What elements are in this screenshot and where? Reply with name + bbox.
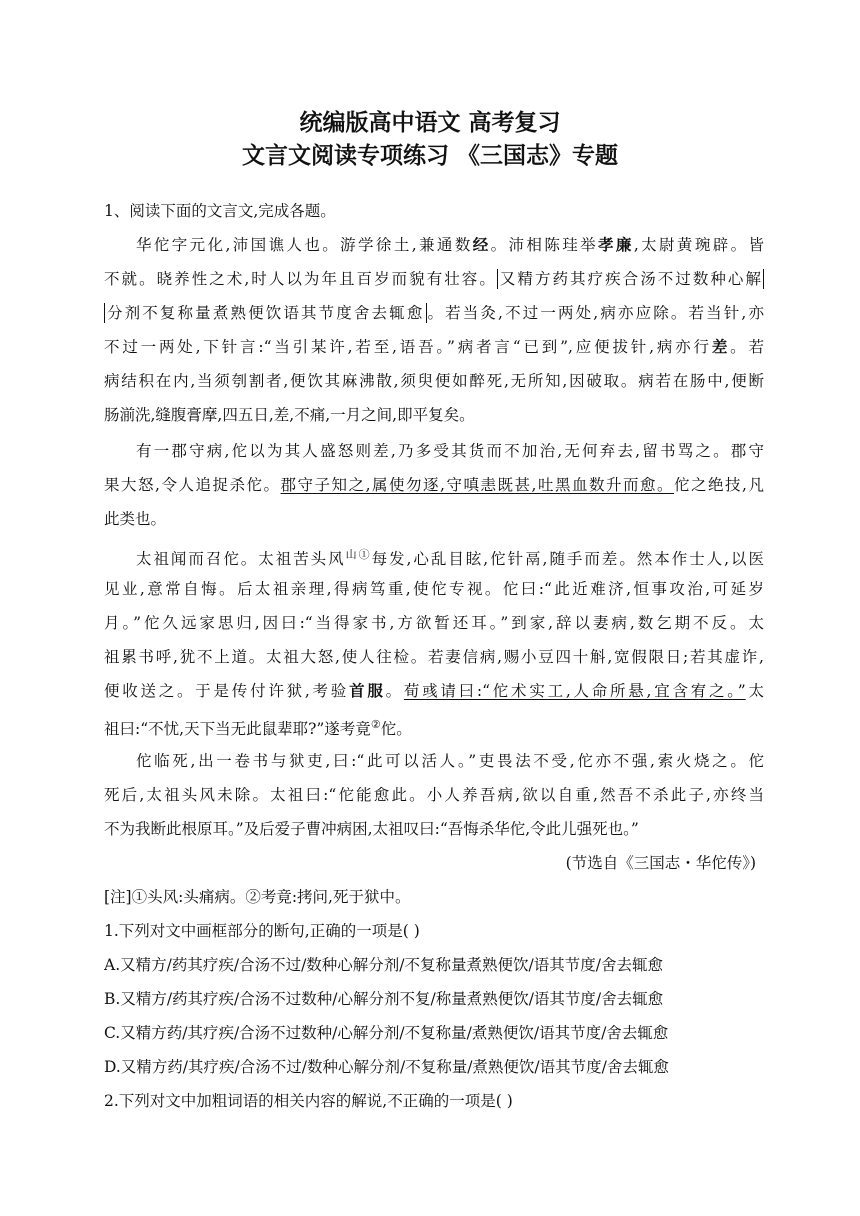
passage-line: 见业,意常自悔。后太祖亲理,得病笃重,使佗专视。佗曰:“此近难济,恒事攻治,可延岁 [104, 580, 764, 598]
document-title-line1: 统编版高中语文 高考复习 [299, 109, 561, 136]
underlined-sentence: 郡守子知之,属使勿逐,守嗔恚既甚,吐黑血数升而愈。 [280, 476, 675, 494]
passage-line: 月。”佗久远家思归,因曰:“当得家书,方欲暂还耳。”到家,辞以妻病,数乞期不反。太 [104, 614, 764, 632]
passage-line: 肠湔洗,缝腹膏摩,四五日,差,不痛,一月之间,即平复矣。 [104, 406, 475, 424]
passage-line: 祖累书呼,犹不上道。太祖大怒,使人往检。若妻信病,赐小豆四十斛,宽假限日;若其虚诈, [104, 648, 764, 666]
passage-line: 太祖闻而召佗。太祖苦头风$^{山①}$每发,心乱目眩,佗针鬲,随手而差。然本作士人,以医 [136, 548, 764, 569]
passage-line: 分剂不复称量煮熟便饮语其节度舍去辄愈 。若当灸,不过一两处,病亦应除。若当针,亦 [104, 303, 764, 323]
passage-line: 不就。晓养性之术,时人以为年且百岁而貌有壮容。 又精方药其疗疾合汤不过数种心解 [104, 269, 764, 289]
question-2-stem: 2.下列对文中加粗词语的相关内容的解说,不正确的一项是( ) [104, 1092, 513, 1110]
boxed-segment: 又精方药其疗疾合汤不过数种心解 [497, 269, 764, 289]
footnote-marker: 山① [345, 548, 372, 561]
passage-line: 果大怒,令人追捉杀佗。郡守子知之,属使勿逐,守嗔恚既甚,吐黑血数升而愈。佗之绝技,凡 [104, 476, 764, 494]
bold-term: 首服 [349, 681, 386, 700]
passage-line: 佗临死,出一卷书与狱吏,曰:“此可以活人。”吏畏法不受,佗亦不强,索火烧之。佗 [136, 752, 764, 770]
question-1-option-b: B.又精方/药其疗疾/合汤不过数种/心解分剂不复/称量煮熟便饮/语其节度/舍去辄愈 [104, 990, 664, 1008]
question-1-option-a: A.又精方/药其疗疾/合汤不过/数种心解分剂/不复称量煮熟便饮/语其节度/舍去辄愈 [104, 956, 663, 974]
bold-term: 经 [472, 235, 491, 254]
underlined-sentence: 荀彧请曰:“佗术实工,人命所悬,宜含宥之。” [403, 682, 746, 700]
document-title-line2: 文言文阅读专项练习 《三国志》专题 [241, 142, 618, 169]
passage-line: 华佗字元化,沛国谯人也。游学徐土,兼通数经。沛相陈珪举孝廉,太尉黄琬辟。皆 [136, 235, 764, 254]
footnote-marker: ② [370, 718, 381, 731]
footnotes: [注]①头风:头痛病。②考竟:拷问,死于狱中。 [104, 888, 411, 906]
passage-line: 此类也。 [104, 510, 167, 528]
passage-line: 便收送之。于是传付许狱,考验首服。荀彧请曰:“佗术实工,人命所悬,宜含宥之。”太 [104, 681, 764, 700]
question-1-option-c: C.又精方药/其疗疾/合汤不过数种/心解分剂/不复称量/煮熟便饮/语其节度/舍去辄愈 [104, 1024, 669, 1042]
bold-term: 孝廉 [598, 235, 634, 254]
question-1-option-d: D.又精方药/其疗疾/合汤不过/数种心解分剂/不复称量/煮熟便饮/语其节度/舍去辄愈 [104, 1058, 669, 1076]
passage-line: 死后,太祖头风未除。太祖曰:“佗能愈此。小人养吾病,欲以自重,然吾不杀此子,亦终当 [104, 786, 764, 804]
passage-line: 有一郡守病,佗以为其人盛怒则差,乃多受其货而不加治,无何弃去,留书骂之。郡守 [136, 442, 764, 460]
passage-line: 不为我断此根原耳。”及后爱子曹冲病困,太祖叹曰:“吾悔杀华佗,令此儿强死也。” [104, 820, 639, 838]
question-1-stem: 1.下列对文中画框部分的断句,正确的一项是( ) [104, 922, 420, 940]
source-citation: (节选自《三国志・华佗传》) [565, 854, 756, 872]
passage-line: 不过一两处,下针言:“当引某许,若至,语吾。”病者言“已到”,应便拔针,病亦行差。若 [104, 337, 764, 356]
bold-term: 差 [711, 337, 731, 356]
boxed-segment: 分剂不复称量煮熟便饮语其节度舍去辄愈 [104, 303, 427, 323]
passage-line: 祖曰:“不忧,天下当无此鼠辈耶?”遂考竟②佗。 [104, 718, 412, 739]
passage-line: 病结积在内,当须刳割者,便饮其麻沸散,须臾便如醉死,无所知,因破取。病若在肠中,便断 [104, 372, 764, 390]
question-intro: 1、阅读下面的文言文,完成各题。 [104, 202, 336, 220]
